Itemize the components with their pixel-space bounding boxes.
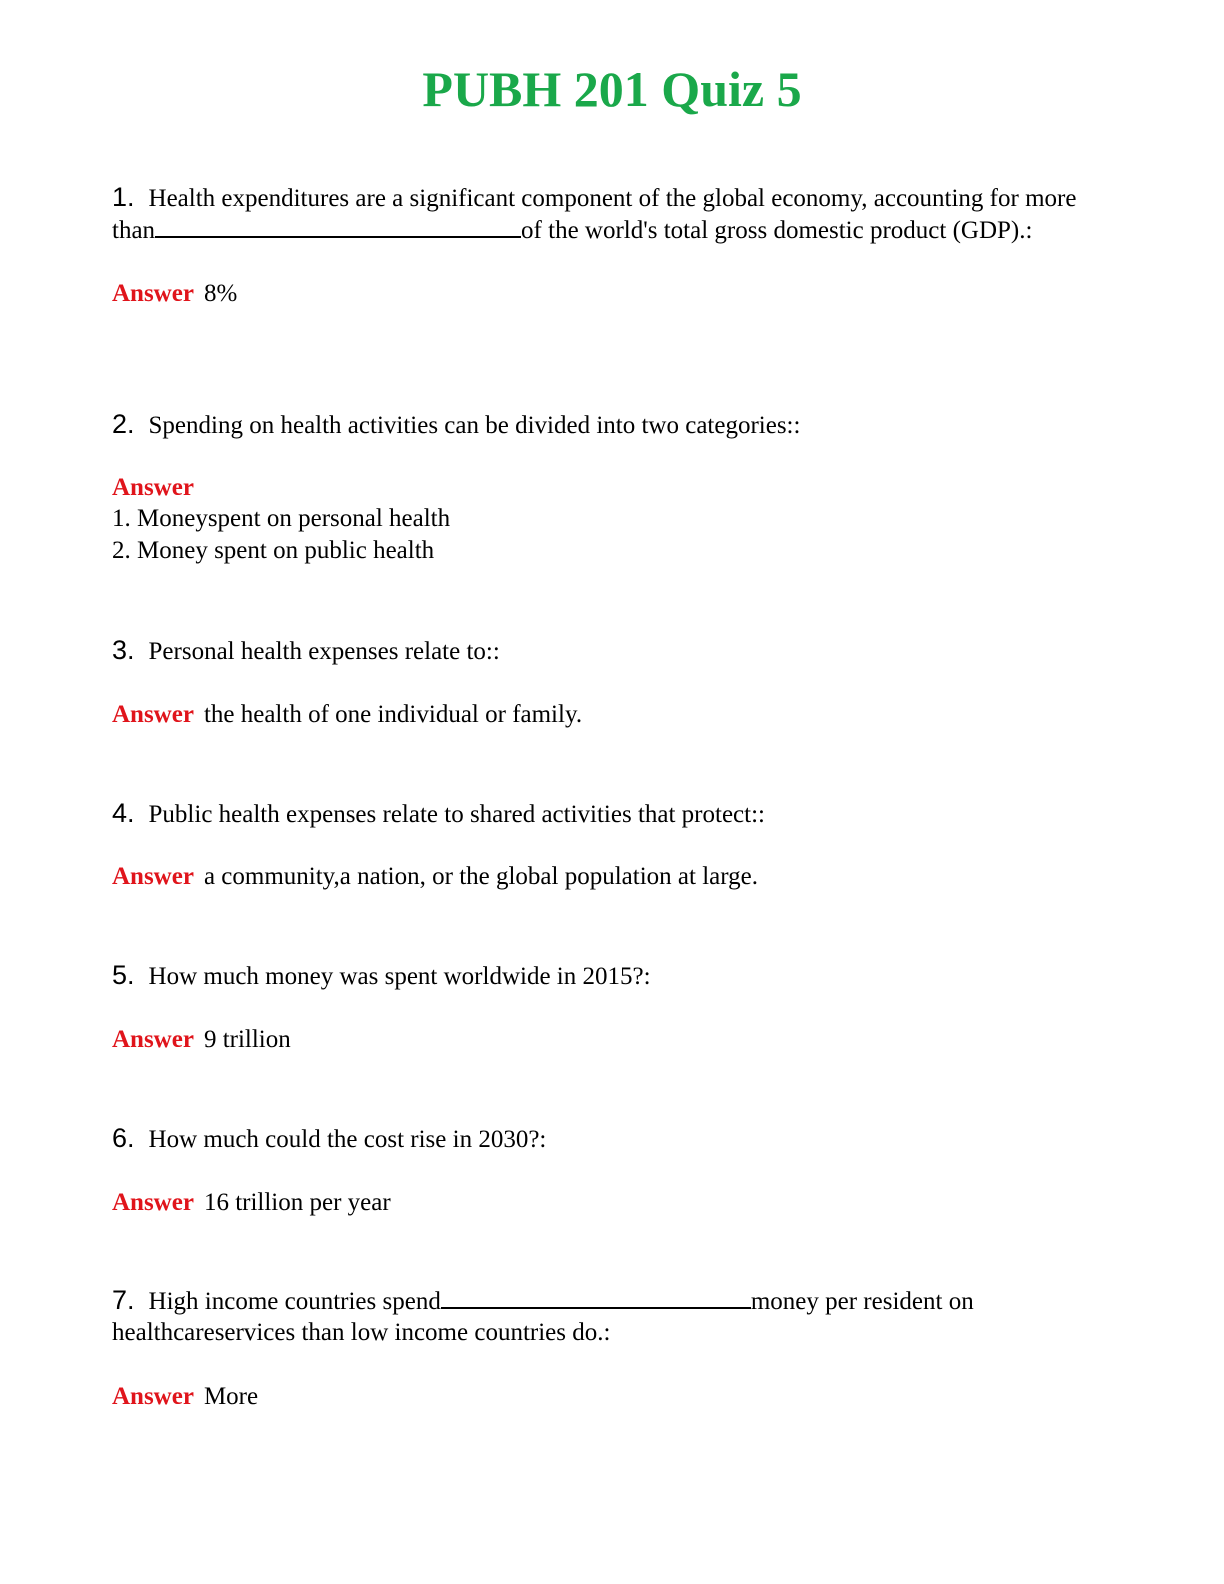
question-text-after: money per resident on healthcareservices than low income countries do.: xyxy=(112,1288,974,1346)
question-text-before: Health expenditures are a significant component of the global economy, accounting for more than xyxy=(112,185,1077,244)
question-text xyxy=(112,1285,1032,1348)
answer xyxy=(112,472,1112,503)
question-1 xyxy=(112,182,1112,309)
answer-item: 2. Money spent on public health xyxy=(112,537,435,564)
question-text xyxy=(112,960,1112,992)
answer-label: Answer xyxy=(112,1383,194,1410)
answer-text: 9 trillion xyxy=(203,1026,291,1053)
question-3 xyxy=(112,635,1112,730)
question-text-body: How much could the cost rise in 2030?: xyxy=(148,1126,547,1153)
answer-label: Answer xyxy=(112,1026,194,1053)
question-7 xyxy=(112,1285,1032,1412)
question-text xyxy=(112,182,1112,246)
answer-text: the health of one individual or family. xyxy=(203,701,583,728)
question-text-body: Personal health expenses relate to:: xyxy=(148,638,500,665)
question-number: 3. xyxy=(112,635,135,665)
question-4 xyxy=(112,798,1112,892)
question-number: 1. xyxy=(112,182,135,212)
answer xyxy=(112,1187,1112,1218)
answer-blank xyxy=(155,214,521,238)
answer-text: a community,a nation, or the global population at large. xyxy=(203,863,758,890)
answer-label: Answer xyxy=(112,474,194,501)
answer-text: 16 trillion per year xyxy=(203,1189,391,1216)
question-text-body: Spending on health activities can be divided into two categories:: xyxy=(148,412,801,439)
question-text-after: of the world's total gross domestic product (GDP).: xyxy=(521,217,1033,244)
question-6 xyxy=(112,1123,1112,1218)
question-text xyxy=(112,798,1112,830)
page-title: PUBH 201 Quiz 5 xyxy=(422,61,802,117)
question-number: 7. xyxy=(112,1285,135,1315)
answer-blank xyxy=(441,1285,751,1309)
question-2 xyxy=(112,409,1112,567)
answer-label: Answer xyxy=(112,863,194,890)
answer-text: 8% xyxy=(203,280,238,307)
question-number: 4. xyxy=(112,798,135,828)
question-text-before: High income countries spend xyxy=(148,1288,441,1315)
answer-text: More xyxy=(203,1383,259,1410)
question-number: 6. xyxy=(112,1123,135,1153)
question-text-body: How much money was spent worldwide in 2015?: xyxy=(148,963,651,990)
question-text xyxy=(112,635,1112,667)
question-5 xyxy=(112,960,1112,1055)
question-text xyxy=(112,409,1112,441)
question-text xyxy=(112,1123,1112,1155)
question-text-body: Public health expenses relate to shared activities that protect:: xyxy=(148,801,765,828)
answer-item: 1. Moneyspent on personal health xyxy=(112,505,451,532)
question-number: 5. xyxy=(112,960,135,990)
answer-label: Answer xyxy=(112,701,194,728)
question-number: 2. xyxy=(112,409,135,439)
answer xyxy=(112,699,1112,730)
answer-label: Answer xyxy=(112,280,194,307)
answer xyxy=(112,1381,1032,1412)
answer xyxy=(112,861,1112,892)
answer-label: Answer xyxy=(112,1189,194,1216)
answer xyxy=(112,278,1112,309)
answer xyxy=(112,1024,1112,1055)
